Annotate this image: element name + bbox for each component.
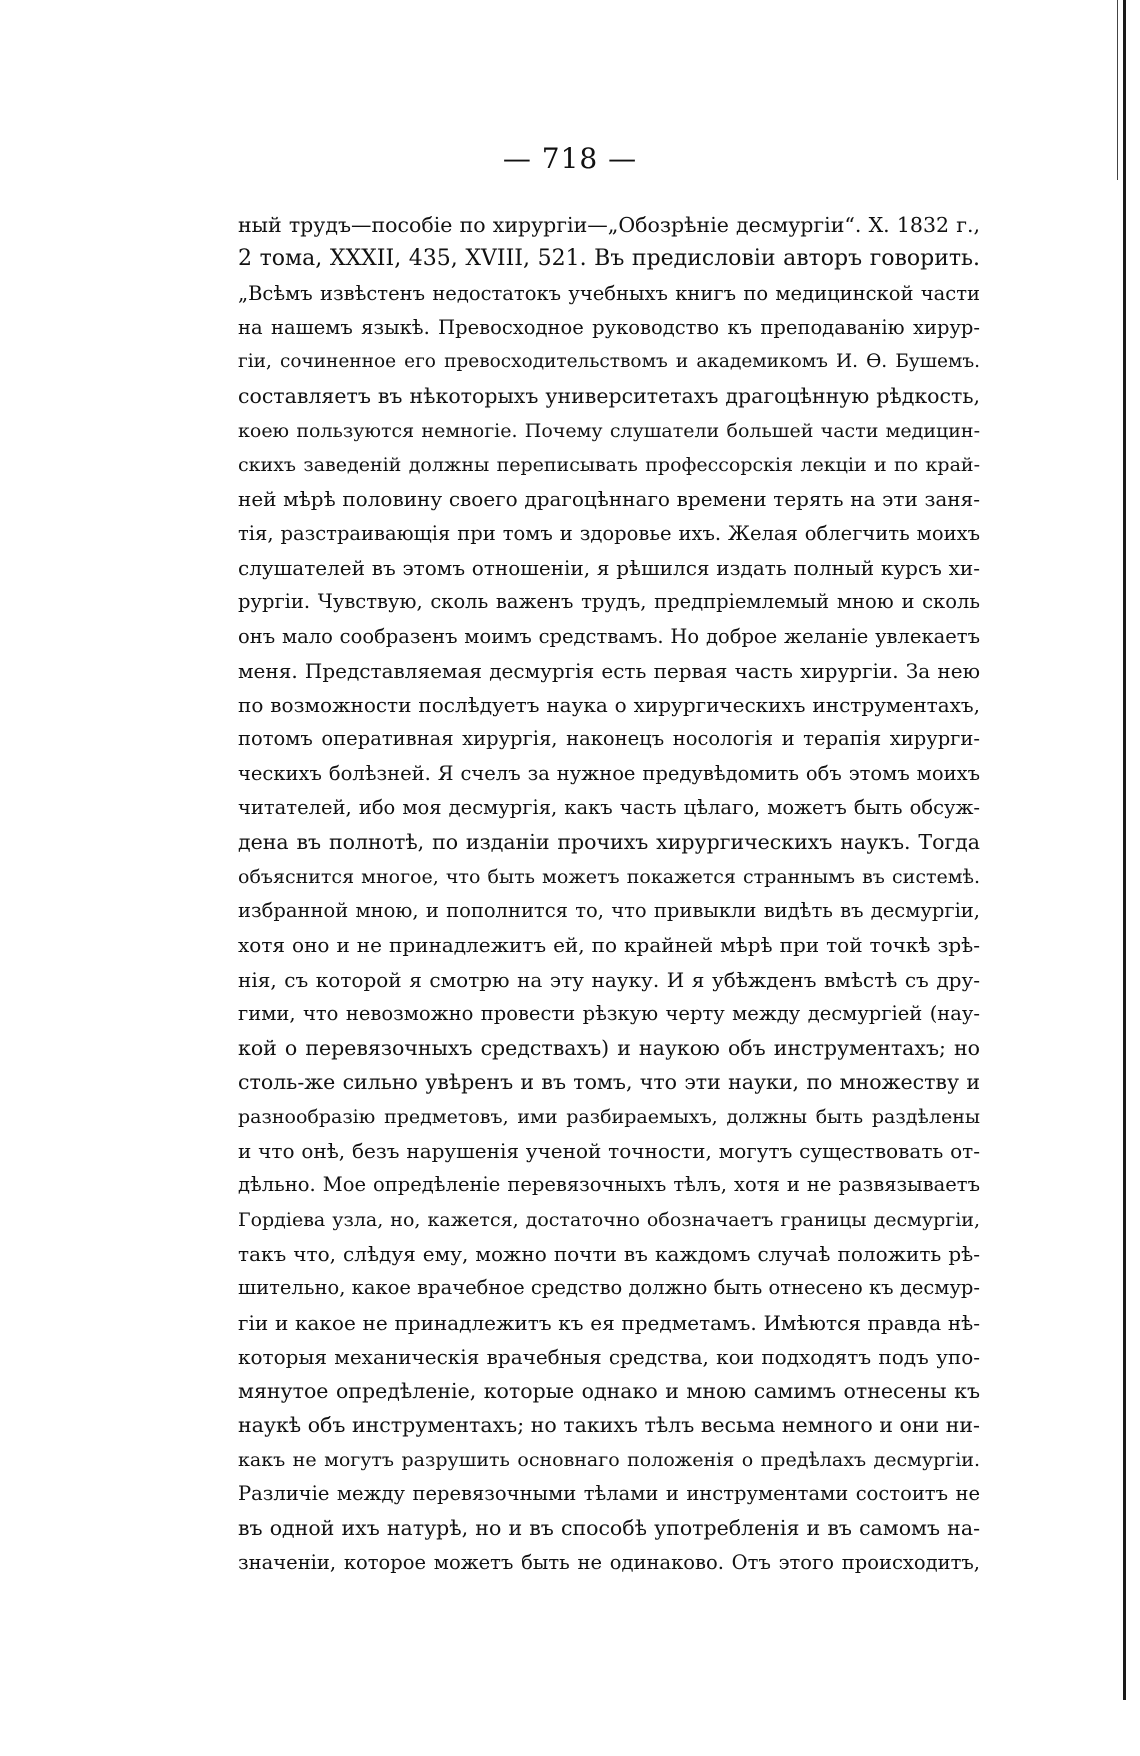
text-line: гіи, сочиненное его превосходительствомъ и академикомъ И. Ѳ. Бушемъ. — [238, 351, 980, 373]
body-text — [238, 208, 980, 1580]
text-line: значеніи, которое можетъ быть не одинаково. Отъ этого происходитъ, — [238, 1550, 980, 1574]
text-line: нія, съ которой я смотрю на эту науку. И я убѣжденъ вмѣстѣ съ дру- — [238, 967, 980, 992]
text-line: тія, разстраивающія при томъ и здоровье ихъ. Желая облегчить моихъ — [238, 521, 980, 545]
text-line: дѣльно. Мое опредѣленіе перевязочныхъ тѣлъ, хотя и не развязываетъ — [238, 1173, 980, 1197]
text-line: шительно, какое врачебное средство должно быть отнесено къ десмур- — [238, 1276, 980, 1300]
text-line: гіи и какое не принадлежитъ къ ея предметамъ. Имѣются правда нѣ- — [238, 1310, 980, 1335]
text-line: какъ не могутъ разрушить основнаго положенія о предѣлахъ десмургіи. — [238, 1448, 980, 1471]
text-line: гими, что невозможно провести рѣзкую черту между десмургіей (нау- — [238, 1001, 980, 1025]
text-line: коею пользуются немногіе. Почему слушатели большей части медицин- — [238, 419, 980, 442]
text-line: кой о перевязочныхъ средствахъ) и наукою объ инструментахъ; но — [238, 1036, 980, 1061]
text-line: онъ мало сообразенъ моимъ средствамъ. Но доброе желаніе увлекаетъ — [238, 624, 980, 648]
text-line: мянутое опредѣленіе, которые однако и мною самимъ отнесены къ — [238, 1379, 980, 1404]
text-line: Различіе между перевязочными тѣлами и инструментами состоитъ не — [238, 1481, 980, 1505]
text-line: потомъ оперативная хирургія, наконецъ носологія и терапія хирурги- — [238, 727, 980, 751]
text-line: такъ что, слѣдуя ему, можно почти въ каждомъ случаѣ положить рѣ- — [238, 1241, 980, 1266]
text-line: меня. Представляемая десмургія есть первая часть хирургіи. За нею — [238, 658, 980, 683]
text-line: рургіи. Чувствую, сколь важенъ трудъ, предпріемлемый мною и сколь — [238, 590, 980, 614]
text-line: наукѣ объ инструментахъ; но такихъ тѣлъ весьма немного и они ни- — [238, 1413, 980, 1438]
text-line: хотя оно и не принадлежитъ ей, по крайней мѣрѣ при той точкѣ зрѣ- — [238, 933, 980, 958]
text-line: Гордіева узла, но, кажется, достаточно обозначаетъ границы десмургіи, — [238, 1208, 980, 1231]
text-line: избранной мною, и пополнится то, что привыкли видѣть въ десмургіи, — [238, 898, 980, 922]
binding-edge-line — [1123, 0, 1126, 1700]
text-line: на нашемъ языкѣ. Превосходное руководство къ преподаванію хирур- — [238, 315, 980, 339]
text-line: дена въ полнотѣ, по изданіи прочихъ хирургическихъ наукъ. Тогда — [238, 830, 980, 855]
text-line: читателей, ибо моя десмургія, какъ часть цѣлаго, можетъ быть обсуж- — [238, 796, 980, 820]
text-line: столь-же сильно увѣренъ и въ томъ, что эти науки, по множеству и — [238, 1070, 980, 1095]
text-line: ней мѣрѣ половину своего драгоцѣннаго времени терять на эти заня- — [238, 487, 980, 512]
text-line: 2 тома, XXXII, 435, XVIII, 521. Въ предисловіи авторъ говорить. — [238, 246, 980, 272]
text-line: составляетъ въ нѣкоторыхъ университетахъ драгоцѣнную рѣдкость, — [238, 384, 980, 409]
text-line: „Всѣмъ извѣстенъ недостатокъ учебныхъ книгъ по медицинской части — [238, 281, 980, 305]
text-line: ческихъ болѣзней. Я счелъ за нужное предувѣдомить объ этомъ моихъ — [238, 761, 980, 785]
text-line: по возможности послѣдуетъ наука о хирургическихъ инструментахъ, — [238, 693, 980, 718]
text-line: которыя механическія врачебныя средства, кои подходятъ подъ упо- — [238, 1344, 980, 1369]
page-number: — 718 — — [502, 142, 638, 175]
text-line: въ одной ихъ натурѣ, но и въ способѣ употребленія и въ самомъ на- — [238, 1516, 980, 1541]
text-line: скихъ заведеній должны переписывать профессорскія лекціи и по край- — [238, 454, 980, 477]
text-line: слушателей въ этомъ отношеніи, я рѣшился издать полный курсъ хи- — [238, 555, 980, 580]
text-line: и что онѣ, безъ нарушенія ученой точности, могутъ существовать от- — [238, 1139, 980, 1164]
text-line: разнообразію предметовъ, ими разбираемыхъ, должны быть раздѣлены — [238, 1105, 980, 1128]
text-line: ный трудъ—пособіе по хирургіи—„Обозрѣніе десмургіи“. X. 1832 г., — [238, 213, 980, 237]
text-line: объяснится многое, что быть можетъ покажется страннымъ въ системѣ. — [238, 865, 980, 888]
